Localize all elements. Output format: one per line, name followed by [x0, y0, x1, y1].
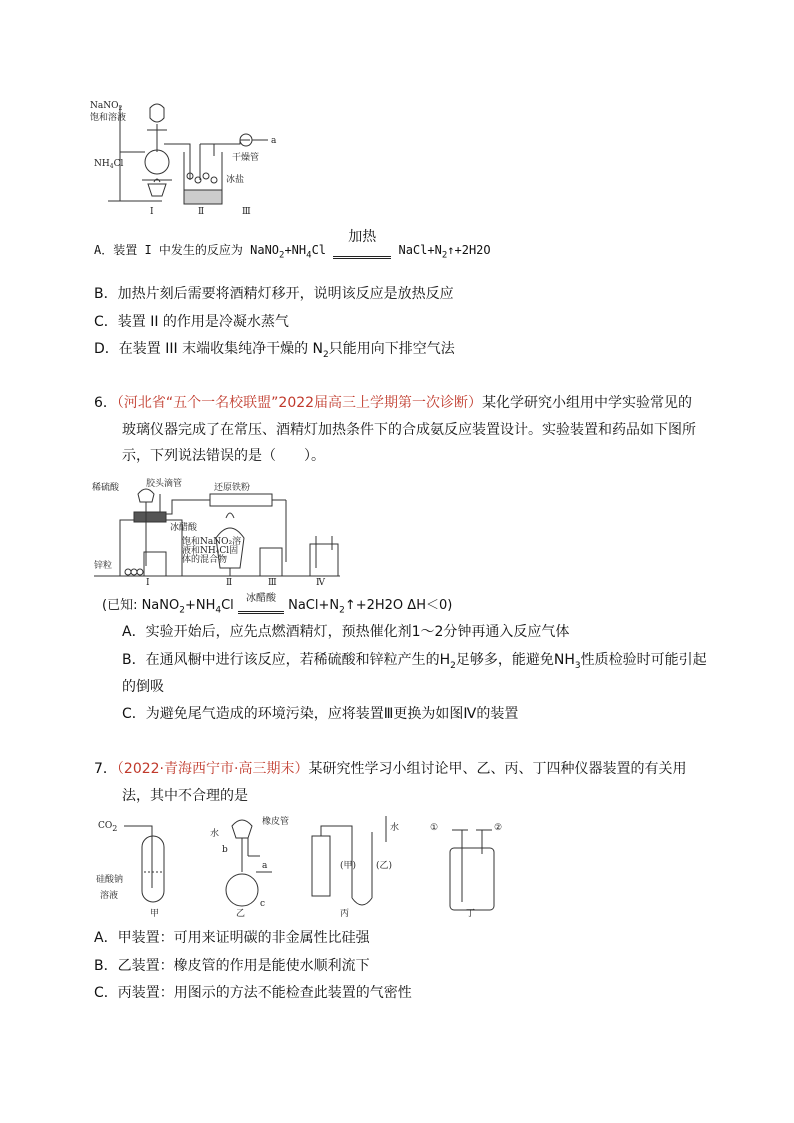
- q6-stem-line2: 玻璃仪器完成了在常压、酒精灯加热条件下的合成氨反应装置设计。实验装置和药品如下图所: [122, 422, 696, 438]
- svg-text:(乙): (乙): [376, 861, 393, 871]
- svg-text:水: 水: [210, 829, 220, 839]
- svg-text:丁: 丁: [466, 909, 476, 919]
- svg-text:Ⅱ: Ⅱ: [226, 578, 233, 586]
- svg-text:Ⅰ: Ⅰ: [146, 578, 150, 586]
- svg-text:a: a: [271, 136, 277, 146]
- svg-text:干燥管: 干燥管: [232, 153, 260, 163]
- svg-text:Ⅱ: Ⅱ: [198, 207, 205, 217]
- svg-text:液和NH₄Cl固: 液和NH₄Cl固: [182, 546, 239, 556]
- q7-option-b: B．乙装置：橡皮管的作用是能使水顺利流下: [94, 958, 370, 974]
- q7-source: （2022·青海西宁市·高三期末）: [116, 761, 309, 777]
- svg-text:①: ①: [430, 823, 439, 833]
- q5-option-a: A．装置 I 中发生的反应为 $NaNO_2+NH_4Cl$ 加热 $NaCl+N_2↑+2H2O$: [94, 240, 491, 265]
- svg-text:饱和溶液: 饱和溶液: [90, 113, 127, 123]
- q6-apparatus-figure: [90, 478, 350, 586]
- svg-text:稀硫酸: 稀硫酸: [92, 483, 120, 493]
- svg-text:溶液: 溶液: [100, 891, 119, 901]
- q6-stem-line3: 示，下列说法错误的是（ ）。: [122, 448, 325, 464]
- reaction-condition: 加热: [333, 245, 391, 265]
- q6-stem: 6．（河北省“五个一名校联盟”2022届高三上学期第一次诊断）某化学研究小组用中学实验常见的: [94, 395, 693, 411]
- q6-known-equation: (已知: $NaNO_2+NH_4Cl$ 冰醋酸 $NaCl+N_2↑+2H2O$ ΔH＜0): [102, 596, 452, 621]
- q5-option-c: C．装置 II 的作用是冷凝水蒸气: [94, 314, 289, 330]
- svg-text:Ⅳ: Ⅳ: [316, 578, 325, 586]
- q5-option-b: B．加热片刻后需要将酒精灯移开，说明该反应是放热反应: [94, 286, 454, 302]
- q7-apparatus-figure: [96, 812, 536, 922]
- q5-apparatus-figure: [90, 96, 290, 220]
- svg-text:(甲): (甲): [340, 861, 357, 871]
- svg-text:水: 水: [390, 823, 400, 833]
- svg-text:CO2: CO2: [98, 821, 118, 833]
- svg-text:硅酸钠: 硅酸钠: [96, 875, 124, 885]
- svg-text:c: c: [260, 899, 266, 909]
- q5-option-d: D．在装置 III 末端收集纯净干燥的 $N_2$只能用向下排空气法: [94, 341, 455, 360]
- svg-text:丙: 丙: [340, 909, 350, 919]
- svg-text:乙: 乙: [236, 909, 246, 919]
- svg-text:还原铁粉: 还原铁粉: [214, 483, 251, 493]
- svg-text:a: a: [262, 861, 268, 871]
- svg-text:胶头滴管: 胶头滴管: [146, 479, 183, 489]
- q6-option-c: C．为避免尾气造成的环境污染，应将装置Ⅲ更换为如图Ⅳ的装置: [122, 706, 519, 722]
- q7-stem-line2: 法，其中不合理的是: [122, 788, 248, 804]
- svg-text:Ⅲ: Ⅲ: [242, 207, 251, 217]
- svg-text:Ⅲ: Ⅲ: [268, 578, 277, 586]
- q6-option-b: B．在通风橱中进行该反应，若稀硫酸和锌粒产生的$H_2$足够多，能避免$NH_3$性质检验时可能引起: [122, 652, 707, 671]
- svg-text:②: ②: [494, 823, 503, 833]
- q6-option-a: A．实验开始后，应先点燃酒精灯，预热催化剂1～2分钟再通入反应气体: [122, 624, 570, 640]
- svg-text:Ⅰ: Ⅰ: [150, 207, 154, 217]
- svg-text:体的混合物: 体的混合物: [182, 555, 228, 565]
- svg-text:冰醋酸: 冰醋酸: [170, 523, 198, 533]
- svg-text:冰盐: 冰盐: [226, 175, 245, 185]
- svg-text:锌粒: 锌粒: [94, 561, 113, 571]
- svg-text:橡皮管: 橡皮管: [262, 817, 290, 827]
- q7-stem: 7．（2022·青海西宁市·高三期末）某研究性学习小组讨论甲、乙、丙、丁四种仪器装置的有关用: [94, 761, 687, 777]
- svg-text:甲: 甲: [150, 909, 160, 919]
- svg-text:饱和NaNO₂溶: 饱和NaNO₂溶: [182, 537, 242, 547]
- svg-text:b: b: [222, 845, 228, 855]
- q6-source: （河北省“五个一名校联盟”2022届高三上学期第一次诊断）: [116, 395, 483, 411]
- q6-option-b-line2: 的倒吸: [122, 679, 164, 695]
- q7-option-c: C．丙装置：用图示的方法不能检查此装置的气密性: [94, 985, 412, 1001]
- svg-text:NaNO2: NaNO$_2$: [90, 101, 123, 112]
- svg-text:NH4Cl: $NH_4Cl$: [94, 159, 124, 170]
- q6-reaction-condition: 冰醋酸: [238, 601, 284, 621]
- q7-option-a: A．甲装置：可用来证明碳的非金属性比硅强: [94, 930, 370, 946]
